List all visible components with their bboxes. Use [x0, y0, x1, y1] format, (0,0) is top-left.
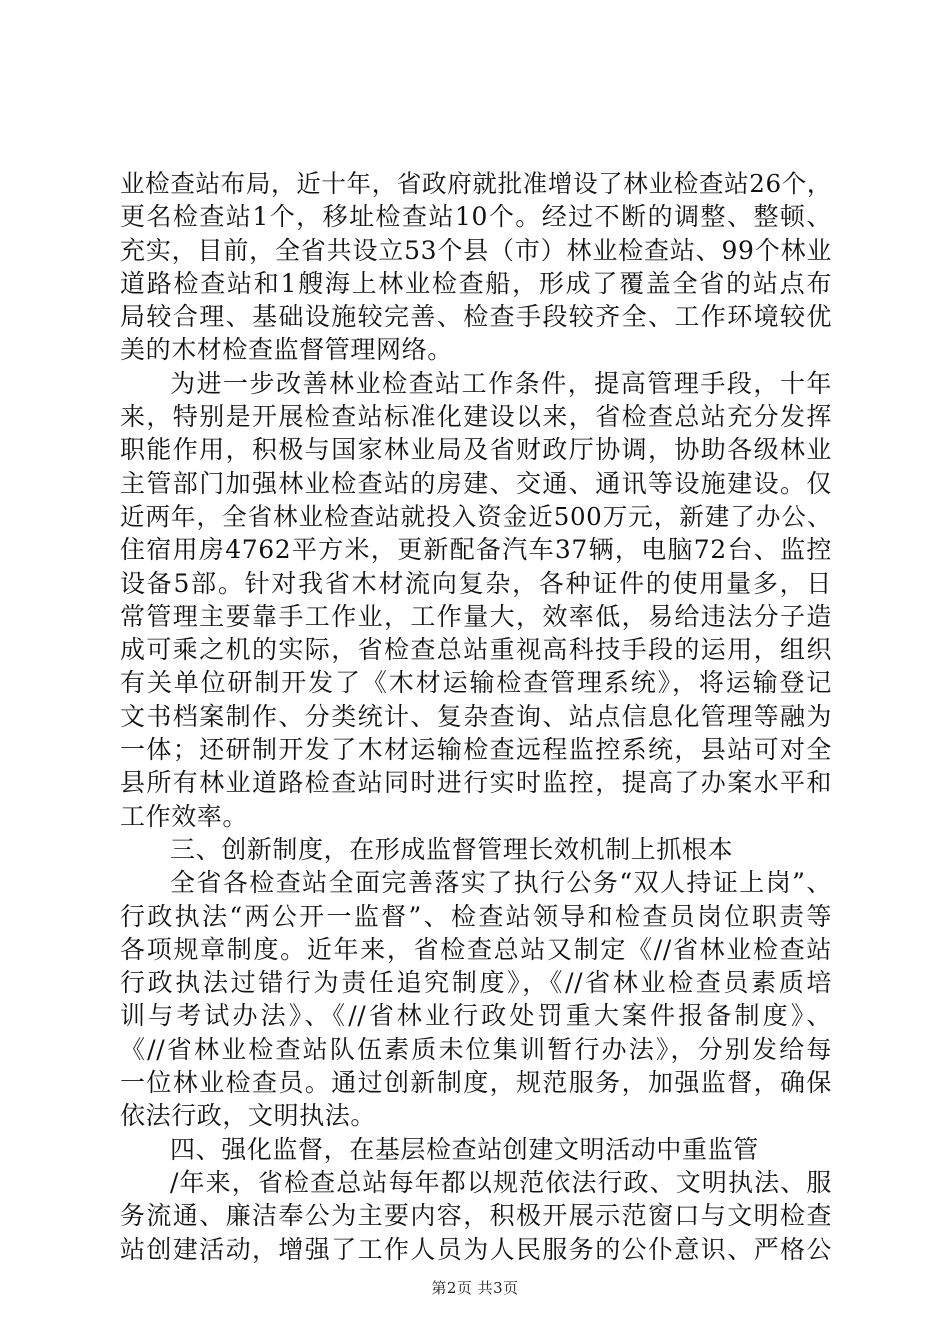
text-line — [120, 800, 832, 833]
text-line-content: 站创建活动，增强了工作人员为人民服务的公仆意识、严格公 — [120, 1234, 832, 1264]
text-line-content: 为进一步改善林业检查站工作条件，提高管理手段，十年 — [170, 368, 832, 398]
text-line — [120, 467, 832, 500]
text-line-content: 一体；还研制开发了木材运输检查远程监控系统，县站可对全 — [120, 735, 832, 765]
text-line — [120, 866, 832, 899]
text-line-content: 主管部门加强林业检查站的房建、交通、通讯等设施建设。仅 — [120, 468, 832, 498]
text-line — [120, 966, 832, 999]
text-line-content: 依法行政，文明执法。 — [120, 1101, 377, 1131]
text-line — [120, 167, 832, 200]
text-line-content: 行政执法“两公开一监督”、检查站领导和检查员岗位职责等 — [120, 901, 832, 931]
text-line-content: 训与考试办法》、《//省林业行政处罚重大案件报备制度》、 — [120, 1001, 832, 1031]
text-line-content: 四、强化监督，在基层检查站创建文明活动中重监管 — [170, 1134, 759, 1164]
text-line-content: /年来，省检查总站每年都以规范依法行政、文明执法、服 — [170, 1167, 832, 1197]
text-line — [120, 300, 832, 333]
text-line-content: 工作效率。 — [120, 801, 249, 831]
text-line-content: 行政执法过错行为责任追究制度》，《//省林业检查员素质培 — [120, 968, 832, 998]
text-line — [120, 1166, 832, 1199]
text-line — [120, 500, 832, 533]
text-line-content: 《//省林业检查站队伍素质未位集训暂行办法》，分别发给每 — [120, 1034, 832, 1064]
text-line — [120, 367, 832, 400]
text-line — [120, 933, 832, 966]
text-line-content: 美的木材检查监督管理网络。 — [120, 335, 453, 365]
text-line — [120, 999, 832, 1032]
text-line — [120, 200, 832, 233]
text-line-content: 局较合理、基础设施较完善、检查手段较齐全、工作环境较优 — [120, 302, 832, 332]
text-line-content: 业检查站布局，近十年，省政府就批准增设了林业检查站26个， — [120, 169, 832, 198]
text-line — [120, 267, 832, 300]
text-line — [120, 666, 832, 699]
text-line — [120, 766, 832, 799]
text-line — [120, 900, 832, 933]
text-line — [120, 1233, 832, 1266]
text-line — [120, 533, 832, 566]
text-line — [120, 700, 832, 733]
text-line-content: 职能作用，积极与国家林业局及省财政厅协调，协助各级林业 — [120, 435, 832, 465]
text-line-content: 文书档案制作、分类统计、复杂查询、站点信息化管理等融为 — [120, 701, 832, 731]
text-line — [120, 433, 832, 466]
text-line-content: 有关单位研制开发了《木材运输检查管理系统》，将运输登记 — [120, 668, 832, 698]
text-line-content: 成可乘之机的实际，省检查总站重视高科技手段的运用，组织 — [120, 635, 832, 665]
text-line — [120, 1066, 832, 1099]
text-line — [120, 333, 832, 366]
text-line-content: 一位林业检查员。通过创新制度，规范服务，加强监督，确保 — [120, 1068, 832, 1098]
text-line — [120, 234, 832, 267]
page-footer: 第2页 共3页 — [431, 1279, 519, 1297]
text-line — [120, 733, 832, 766]
text-line — [120, 1033, 832, 1066]
text-line-content: 近两年，全省林业检查站就投入资金近500万元，新建了办公、 — [120, 501, 832, 531]
text-line — [120, 1199, 832, 1232]
text-line-content: 全省各检查站全面完善落实了执行公务“双人持证上岗”、 — [170, 868, 832, 898]
text-line-content: 更名检查站1个，移址检查站10个。经过不断的调整、整顿、 — [120, 202, 832, 232]
text-line-content: 来，特别是开展检查站标准化建设以来，省检查总站充分发挥 — [120, 402, 832, 432]
text-line-content: 设备5部。针对我省木材流向复杂，各种证件的使用量多，日 — [120, 568, 832, 598]
text-line-content: 各项规章制度。近年来，省检查总站又制定《//省林业检查站 — [120, 934, 832, 964]
document-body — [120, 167, 832, 1266]
text-line-content: 住宿用房4762平方米，更新配备汽车37辆，电脑72台、监控 — [120, 535, 832, 565]
text-line-content: 常管理主要靠手工作业，工作量大，效率低，易给违法分子造 — [120, 601, 832, 631]
text-line-content: 务流通、廉洁奉公为主要内容，积极开展示范窗口与文明检查 — [120, 1201, 832, 1231]
text-line — [120, 1099, 832, 1132]
text-line-content: 充实，目前，全省共设立53个县（市）林业检查站、99个林业 — [120, 235, 832, 265]
text-line — [120, 567, 832, 600]
text-line — [120, 1133, 832, 1166]
text-line-content: 道路检查站和1艘海上林业检查船，形成了覆盖全省的站点布 — [120, 268, 832, 298]
text-line — [120, 600, 832, 633]
text-line — [120, 400, 832, 433]
text-line — [120, 833, 832, 866]
text-line-content: 三、创新制度，在形成监督管理长效机制上抓根本 — [170, 834, 734, 864]
text-line-content: 县所有林业道路检查站同时进行实时监控，提高了办案水平和 — [120, 768, 832, 798]
text-line — [120, 633, 832, 666]
